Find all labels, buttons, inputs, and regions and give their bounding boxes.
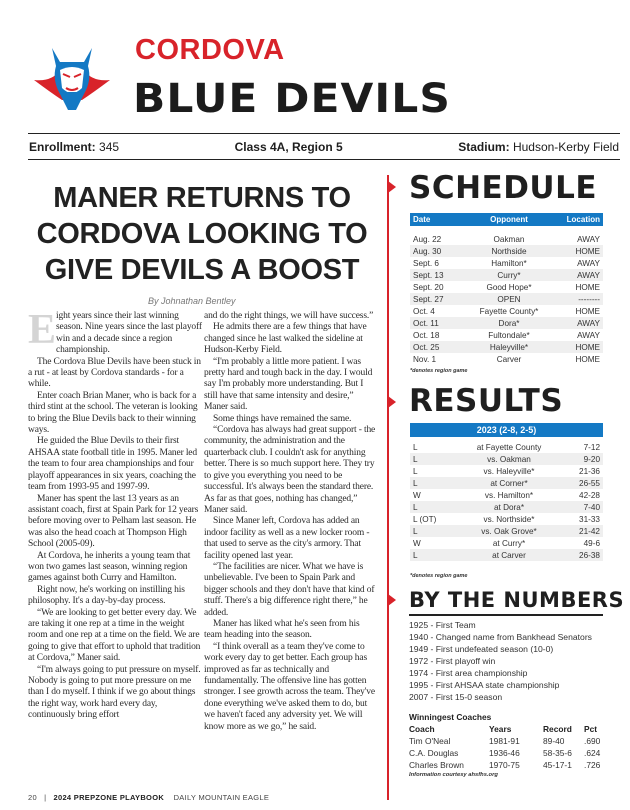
results-marker-icon [388, 396, 396, 408]
game-opponent: vs. Hamilton* [484, 490, 534, 500]
article-paragraph: Some things have remained the same. [213, 413, 352, 424]
header-date: Date [413, 215, 431, 224]
milestone-item: 1995 - First AHSAA state championship [409, 680, 560, 690]
game-location: HOME [575, 342, 600, 352]
game-outcome: W [413, 490, 421, 500]
game-outcome: L (OT) [413, 514, 437, 524]
game-outcome: L [413, 466, 418, 476]
game-date: Oct. 11 [413, 318, 439, 328]
schedule-row [410, 329, 603, 341]
game-date: Aug. 22 [413, 234, 442, 244]
game-outcome: L [413, 550, 418, 560]
results-title: RESULTS [409, 383, 564, 419]
milestone-item: 1972 - First playoff win [409, 656, 496, 666]
page-footer [28, 793, 269, 802]
schedule-marker-icon [388, 181, 396, 193]
game-opponent: at Dora* [493, 502, 525, 512]
coach-name: Tim O'Neal [409, 736, 451, 746]
game-opponent: Carver [496, 354, 522, 364]
article-paragraph [28, 665, 202, 722]
game-outcome: W [413, 538, 421, 548]
enrollment: Enrollment: 345 [29, 139, 120, 154]
coach-row [409, 759, 619, 771]
article-paragraph: “I'm probably a little more patient. I was pretty hard and tough back in the day. I would say I'm probably more understanding. But I still have that same intensity and desire,” Maner said. [204, 356, 373, 413]
article-paragraph: and do the right things, we will have success.” [204, 311, 374, 321]
game-score: 7-40 [583, 502, 600, 512]
game-date: Aug. 30 [413, 246, 442, 256]
stadium: Stadium: Hudson-Kerby Field [458, 139, 619, 154]
game-opponent: at Carver [492, 550, 526, 560]
coach-name: C.A. Douglas [409, 748, 459, 758]
schedule-table [410, 213, 603, 374]
result-row [410, 477, 603, 489]
schedule-header [410, 213, 603, 226]
game-opponent: Fultondale* [488, 330, 530, 340]
game-date: Oct. 4 [413, 306, 435, 316]
result-row [410, 549, 603, 561]
team-city: CORDOVA [135, 34, 285, 66]
game-location: HOME [575, 282, 600, 292]
coach-pct: .690 [584, 736, 601, 746]
coach-name: Charles Brown [409, 760, 464, 770]
col-record: Record [543, 724, 572, 734]
game-score: 26-38 [579, 550, 600, 560]
game-location: AWAY [577, 318, 600, 328]
paragraph-text: ight years since their last winning season. Nine years since the last playoff win and a decade since a region championship. [56, 311, 202, 356]
col-pct: Pct [584, 724, 598, 734]
game-location: HOME [575, 306, 600, 316]
game-date: Sept. 6 [413, 258, 439, 268]
game-score: 49-6 [583, 538, 600, 548]
game-outcome: L [413, 454, 418, 464]
paragraph-text: Maner has spent the last 13 years as an assistant coach, first at Spain Park for 12 years before moving over to Pelham last season. He was also the head coach at Thompson High School (2005-09). [28, 493, 199, 550]
game-opponent: Oakman [493, 234, 525, 244]
team-name: BLUE DEVILS [133, 76, 451, 122]
milestone-item: 1940 - Changed name from Bankhead Senators [409, 632, 592, 642]
game-opponent: Dora* [498, 318, 520, 328]
game-date: Oct. 18 [413, 330, 440, 340]
game-date: Nov. 1 [413, 354, 437, 364]
article-paragraph: “I think overall as a team they've come to work every day to get better. Each group has improved as far as technically and fundamentally. The offensive line has gotten stronger. I see growth across the team. They've done everything we've asked them to do, but we haven't faced any adversity yet. We will know more as we go,” he said. [204, 641, 375, 732]
article-paragraph: “The facilities are nicer. What we have is unbelievable. I've been to Spain Park and bigger schools and they don't have that kind of stuff. There's a big difference right there,” he added. [204, 561, 375, 618]
schedule-row [410, 233, 603, 245]
footer-separator: | [44, 793, 47, 802]
game-outcome: L [413, 478, 418, 488]
results-table [410, 423, 603, 579]
article-column-1 [28, 307, 202, 722]
article-paragraph: Since Maner left, Cordova has added an indoor facility as well as a new locker room - that used to serve as the city's armory. That facility opened last year. [204, 516, 370, 561]
paragraph-text: The Cordova Blue Devils have been stuck in a rut - at least by Cordova standards - for a while. [28, 356, 201, 390]
game-outcome: L [413, 526, 418, 536]
article-paragraph [28, 608, 202, 665]
coach-row [409, 735, 619, 747]
article-paragraph [28, 391, 202, 437]
schedule-row [410, 269, 603, 281]
coach-pct: .726 [584, 760, 601, 770]
game-date: Sept. 13 [413, 270, 444, 280]
game-score: 42-28 [579, 490, 600, 500]
game-location: AWAY [577, 270, 600, 280]
result-row [410, 453, 603, 465]
result-row [410, 465, 603, 477]
game-opponent: vs. Northside* [483, 514, 535, 524]
result-row [410, 501, 603, 513]
article-headline: MANER RETURNS TO CORDOVA LOOKING TO GIVE DEVILS A BOOST [36, 182, 368, 286]
schedule-row [410, 317, 603, 329]
coach-record: 89-40 [543, 736, 565, 746]
article-byline: By Johnathan Bentley [148, 296, 236, 306]
article-paragraph [28, 551, 202, 585]
courtesy-note: Information courtesy ahsfhs.org [409, 772, 498, 778]
game-opponent: vs. Oakman [487, 454, 531, 464]
game-score: 21-36 [579, 466, 600, 476]
result-row [410, 525, 603, 537]
game-opponent: Northside [491, 246, 527, 256]
header-opponent: Opponent [490, 215, 528, 224]
result-row [410, 489, 603, 501]
schedule-note: *denotes region game [410, 368, 468, 374]
game-opponent: Haleyville* [489, 342, 529, 352]
paragraph-text: “We are looking to get better every day. We are taking it one rep at a time in the weight room and one rep at a time on the field. We are going to give that effort to uphold that tradition at Cordova,” Maner said. [28, 607, 201, 664]
article-paragraph [28, 436, 202, 493]
schedule-row [410, 353, 603, 365]
game-score: 26-55 [579, 478, 600, 488]
game-location: AWAY [577, 234, 600, 244]
game-score: 31-33 [579, 514, 600, 524]
coaches-title: Winningest Coaches [409, 712, 492, 722]
result-row [410, 513, 603, 525]
milestone-item: 1949 - First undefeated season (10-0) [409, 644, 554, 654]
col-coach: Coach [409, 724, 435, 734]
coach-row [409, 747, 619, 759]
coach-years: 1936-46 [489, 748, 520, 758]
results-season-header: 2023 (2-8, 2-5) [410, 423, 603, 437]
game-score: 21-42 [579, 526, 600, 536]
paragraph-text: Right now, he's working on instilling his philosophy. It's a day-by-day process. [28, 584, 185, 607]
schedule-row [410, 245, 603, 257]
sidebar-divider [387, 175, 389, 800]
article-paragraph [28, 307, 202, 357]
classification: Class 4A, Region 5 [234, 139, 343, 154]
article-paragraph: “Cordova has always had great support - the community, the administration and the quarterback club. I couldn't ask for anything better. There is so much support here. They try to give you everything you need to be successful. It's always been the standard there. As far as that goes, nothing has changed,” Maner said. [204, 425, 376, 515]
drop-cap: E [28, 307, 56, 353]
game-opponent: at Corner* [490, 478, 528, 488]
game-date: Oct. 25 [413, 342, 440, 352]
game-outcome: L [413, 502, 418, 512]
game-date: Sept. 27 [413, 294, 444, 304]
publication-name: 2024 PREPZONE PLAYBOOK [53, 793, 165, 802]
col-years: Years [489, 724, 512, 734]
schedule-row [410, 257, 603, 269]
article-paragraph [28, 357, 202, 391]
game-score: 9-20 [583, 454, 600, 464]
winningest-coaches [409, 711, 619, 778]
numbers-title: BY THE NUMBERS [409, 588, 625, 612]
schedule-row [410, 293, 603, 305]
milestone-item: 2007 - First 15-0 season [409, 692, 503, 702]
header-location: Location [566, 215, 600, 224]
newspaper-name: DAILY MOUNTAIN EAGLE [173, 793, 270, 802]
result-row [410, 441, 603, 453]
result-row [410, 537, 603, 549]
paragraph-text: Enter coach Brian Maner, who is back for a third stint at the school. The veteran is looking to bring the Blue Devils back to their winning ways. [28, 390, 198, 436]
game-date: Sept. 20 [413, 282, 444, 292]
game-opponent: Curry* [497, 270, 521, 280]
game-location: -------- [578, 294, 600, 304]
game-opponent: vs. Oak Grove* [481, 526, 537, 536]
game-location: AWAY [577, 258, 600, 268]
game-opponent: Good Hope* [486, 282, 532, 292]
article-paragraph: Maner has liked what he's seen from his team heading into the season. [204, 618, 360, 641]
coach-record: 58-35-6 [543, 748, 572, 758]
schedule-row [410, 341, 603, 353]
coach-years: 1981-91 [489, 736, 520, 746]
results-note: *denotes region game [410, 573, 468, 579]
article-paragraph: He admits there are a few things that have changed since he last walked the sideline at Hudson-Kerby Field. [204, 322, 367, 356]
coaches-header [409, 723, 619, 735]
page-number: 20 [28, 793, 37, 802]
paragraph-text: At Cordova, he inherits a young team that won two games last season, winning region games against both Curry and Hamilton. [28, 550, 191, 584]
numbers-divider [409, 614, 603, 616]
game-opponent: Fayette County* [479, 306, 539, 316]
paragraph-text: “I'm always going to put pressure on myself. Nobody is going to put more pressure on me than I do myself. I think if we go about things the right way, work hard every day, continuously bring effort [28, 664, 201, 721]
info-bar [28, 133, 620, 160]
schedule-title: SCHEDULE [409, 170, 598, 206]
paragraph-text: He guided the Blue Devils to their first AHSAA state football title in 1995. Maner led the team to four area championships and four playoff appearances in six years, coaching the team from 1993-95 and 1997-99. [28, 436, 197, 493]
game-opponent: at Fayette County [476, 442, 542, 452]
coach-pct: .624 [584, 748, 601, 758]
game-opponent: at Curry* [492, 538, 526, 548]
game-location: AWAY [577, 330, 600, 340]
game-location: HOME [575, 246, 600, 256]
game-opponent: Hamilton* [491, 258, 527, 268]
article-column-2 [204, 311, 378, 733]
game-opponent: OPEN [497, 294, 521, 304]
milestone-item: 1925 - First Team [409, 620, 476, 630]
game-score: 7-12 [583, 442, 600, 452]
coach-record: 45-17-1 [543, 760, 572, 770]
schedule-row [410, 305, 603, 317]
coach-years: 1970-75 [489, 760, 520, 770]
milestones-list [409, 619, 592, 703]
blue-devil-mascot-icon [32, 40, 112, 112]
schedule-row [410, 281, 603, 293]
numbers-marker-icon [388, 594, 396, 606]
milestone-item: 1974 - First area championship [409, 668, 528, 678]
game-opponent: vs. Haleyville* [483, 466, 535, 476]
game-outcome: L [413, 442, 418, 452]
article-paragraph [28, 585, 202, 608]
game-location: HOME [575, 354, 600, 364]
article-paragraph [28, 494, 202, 551]
